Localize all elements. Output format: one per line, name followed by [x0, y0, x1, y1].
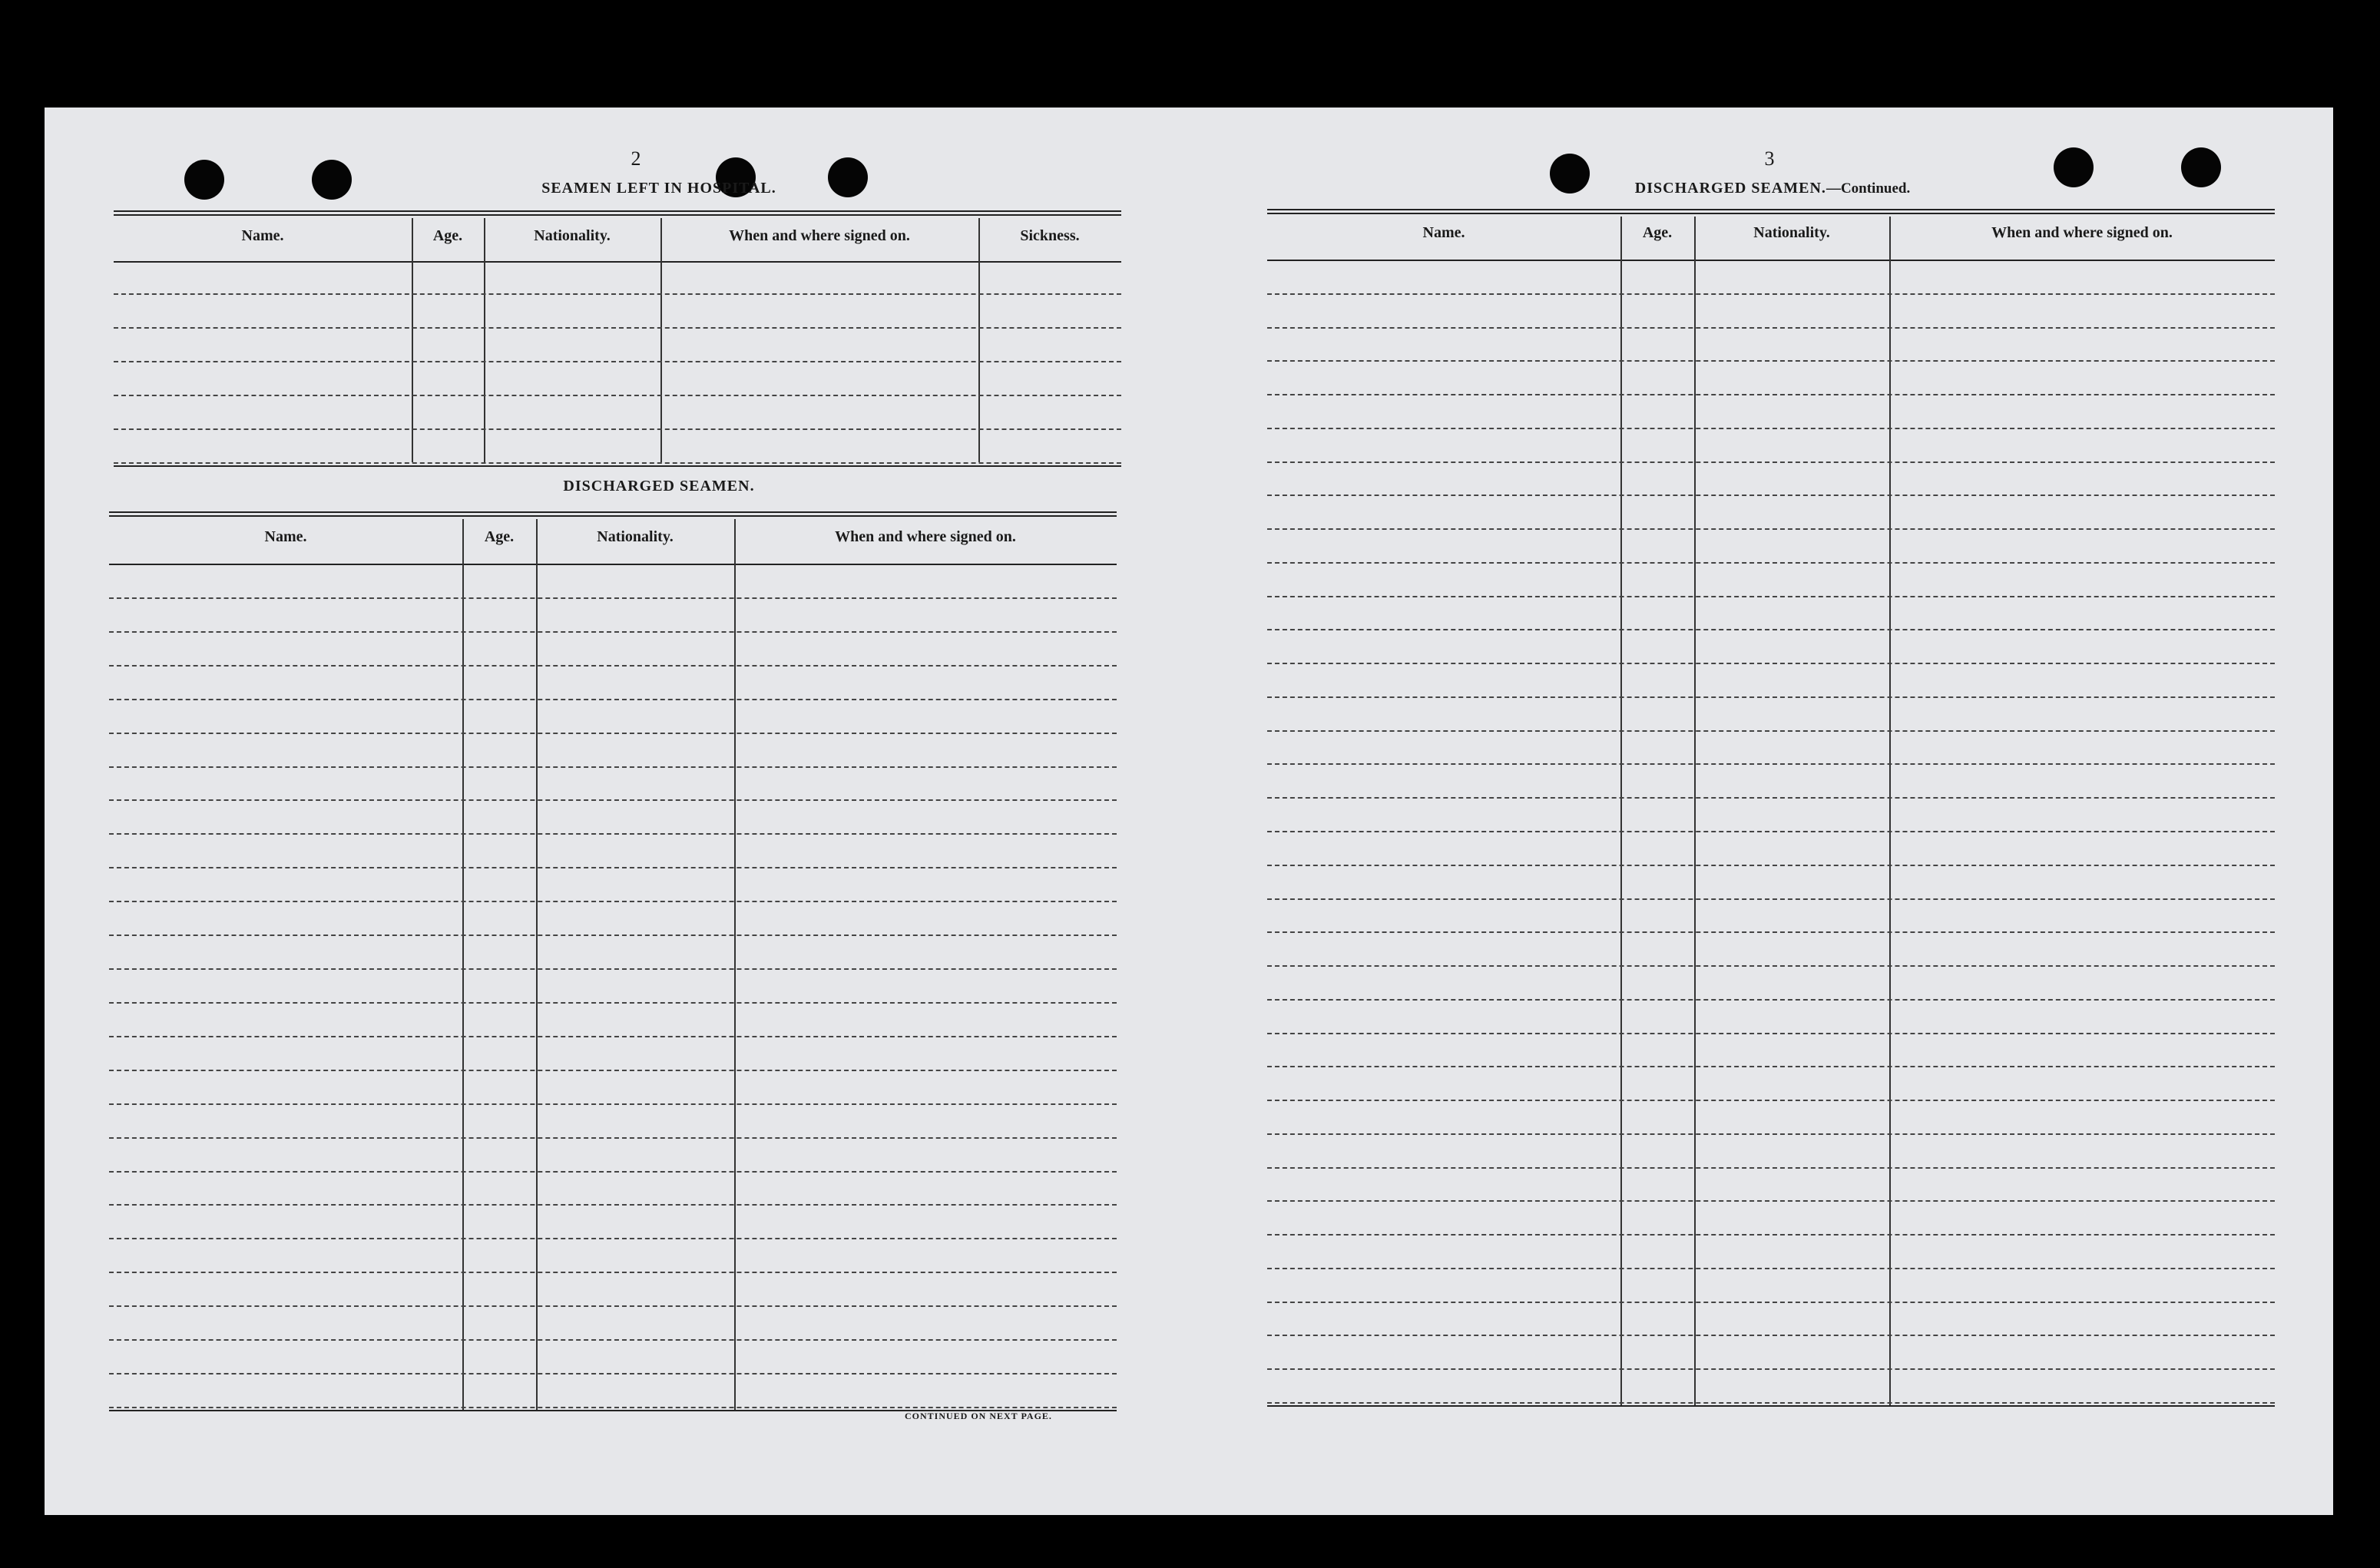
table-row: [114, 462, 1121, 464]
table-row: [1267, 596, 2275, 597]
table-row: [1267, 1133, 2275, 1135]
table-row: [1267, 1167, 2275, 1169]
punch-hole: [184, 160, 224, 200]
table-row: [109, 665, 1117, 667]
table-row: [1267, 428, 2275, 429]
table-row: [1267, 1335, 2275, 1336]
table-row: [1267, 730, 2275, 732]
table-row: [109, 1407, 1117, 1408]
table-row: [109, 1103, 1117, 1105]
table-row: [1267, 1033, 2275, 1034]
page-number-left: 2: [631, 147, 641, 170]
column-header: Nationality.: [1753, 224, 1830, 241]
discharged-table-left: [109, 511, 1117, 1410]
column-header: Nationality.: [597, 528, 674, 545]
table-row: [1267, 629, 2275, 630]
table-row: [109, 1339, 1117, 1341]
table-row: [109, 597, 1117, 599]
table-row: [1267, 528, 2275, 530]
table-row: [1267, 1302, 2275, 1303]
column-header: Nationality.: [534, 227, 611, 244]
document-sheet: [45, 108, 2333, 1515]
column-header: When and where signed on.: [1991, 224, 2173, 241]
table-row: [1267, 999, 2275, 1001]
table-row: [1267, 831, 2275, 832]
punch-hole: [2054, 147, 2094, 187]
punch-hole: [2181, 147, 2221, 187]
table-row: [109, 833, 1117, 835]
table-row: [109, 935, 1117, 936]
table-row: [1267, 1066, 2275, 1067]
column-header: Name.: [241, 227, 284, 244]
table-row: [109, 1070, 1117, 1071]
table-row: [1267, 360, 2275, 362]
table-row: [109, 1204, 1117, 1206]
table-row: [114, 428, 1121, 430]
table-row: [109, 1036, 1117, 1037]
table-row: [1267, 461, 2275, 463]
table-row: [114, 293, 1121, 295]
table-row: [114, 395, 1121, 396]
table-row: [109, 968, 1117, 970]
column-header: Age.: [1642, 224, 1673, 241]
punch-hole: [312, 160, 352, 200]
table-row: [109, 799, 1117, 801]
table-row: [109, 766, 1117, 768]
table-row: [1267, 865, 2275, 866]
table-row: [1267, 763, 2275, 765]
discharged-table-right: [1267, 209, 2275, 1405]
table-row: [1267, 562, 2275, 564]
column-header: Age.: [484, 528, 515, 545]
table-row: [1267, 1234, 2275, 1236]
table-row: [1267, 1268, 2275, 1269]
table-row: [1267, 394, 2275, 395]
table-row: [1267, 965, 2275, 967]
table-row: [109, 1238, 1117, 1239]
table-row: [109, 1002, 1117, 1004]
table-row: [1267, 1368, 2275, 1370]
table-row: [109, 901, 1117, 902]
table-row: [1267, 696, 2275, 698]
table-row: [109, 631, 1117, 633]
table-row: [1267, 495, 2275, 496]
hospital-section-title: SEAMEN LEFT IN HOSPITAL.: [541, 180, 776, 197]
table-row: [1267, 1100, 2275, 1101]
table-row: [109, 1137, 1117, 1139]
table-row: [1267, 1402, 2275, 1404]
page-number-right: 3: [1764, 147, 1775, 170]
title-suffix: —Continued.: [1826, 180, 1911, 197]
table-row: [1267, 663, 2275, 664]
discharged-continued-title: [1504, 180, 2041, 197]
table-row: [109, 867, 1117, 868]
table-row: [109, 1171, 1117, 1173]
table-row: [109, 733, 1117, 734]
table-row: [1267, 931, 2275, 933]
discharged-section-title: DISCHARGED SEAMEN.: [563, 478, 755, 495]
table-row: [114, 327, 1121, 329]
column-header: Name.: [1422, 224, 1465, 241]
continued-note: CONTINUED ON NEXT PAGE.: [905, 1411, 1052, 1421]
table-row: [109, 1373, 1117, 1374]
column-header: Sickness.: [1020, 227, 1080, 244]
column-header: When and where signed on.: [835, 528, 1016, 545]
table-row: [1267, 1200, 2275, 1202]
table-row: [1267, 898, 2275, 900]
table-row: [109, 699, 1117, 700]
column-header: Name.: [264, 528, 307, 545]
column-header: Age.: [432, 227, 463, 244]
title-main: DISCHARGED SEAMEN.: [1634, 180, 1826, 197]
table-row: [109, 1305, 1117, 1307]
table-row: [1267, 327, 2275, 329]
column-header: When and where signed on.: [729, 227, 910, 244]
table-row: [1267, 797, 2275, 799]
table-row: [1267, 293, 2275, 295]
table-row: [109, 1272, 1117, 1273]
table-row: [114, 361, 1121, 362]
